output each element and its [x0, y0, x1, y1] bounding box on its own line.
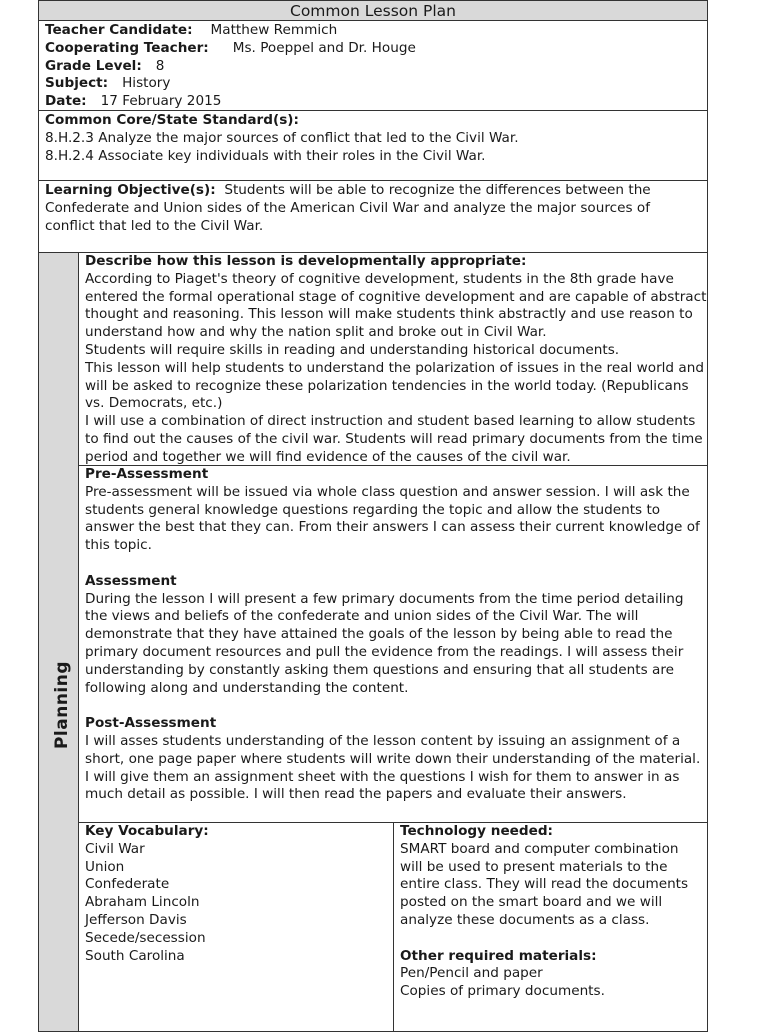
vocabulary-item: Civil War: [85, 840, 145, 857]
standard-item: 8.H.2.3 Analyze the major sources of conflict that led to the Civil War.: [45, 129, 519, 146]
standard-item: 8.H.2.4 Associate key individuals with their roles in the Civil War.: [45, 147, 486, 164]
developmental-paragraph: This lesson will help students to understand the polarization of issues in the real world and will be asked to recognize these polarization tendencies in the world today. (Republicans vs. Democrats, etc.): [85, 359, 704, 412]
objective-text: Students will be able to recognize the differences between the Confederate and Union sides of the American Civil War and analyze the major sources of conflict that led to the Civil War.: [45, 182, 651, 234]
developmental-paragraph: According to Piaget's theory of cognitive development, students in the 8th grade have entered the formal operational stage of cognitive development and are capable of abstract thought and reasoning. This lesson will make students think abstractly and use reason to understand how and why the nation split and broke out in Civil War.: [85, 270, 707, 341]
teacher-candidate-value: Matthew Remmich: [210, 22, 338, 38]
grade-level-value: 8: [155, 57, 165, 74]
header-info: [38, 20, 708, 111]
objective-section: [38, 180, 708, 253]
subject-label: Subject:: [45, 75, 109, 92]
materials-heading: Other required materials:: [400, 947, 597, 964]
vocabulary-item: South Carolina: [85, 947, 185, 964]
planning-sidebar: [38, 252, 79, 1032]
cooperating-teacher-value: Ms. Poeppel and Dr. Houge: [232, 39, 416, 56]
pre-assessment-text: Pre-assessment will be issued via whole class question and answer session. I will ask the students general knowledge questions regarding the topic and allow the students to answer the best that they can. From their answers I can assess their current knowledge of this topic.: [85, 483, 700, 554]
vocabulary-item: Confederate: [85, 876, 170, 893]
vocabulary-section: [78, 822, 394, 1032]
materials-item: Pen/Pencil and paper: [400, 965, 543, 982]
grade-level-label: Grade Level:: [45, 57, 142, 74]
teacher-candidate-row: [45, 22, 707, 40]
technology-heading: Technology needed:: [400, 823, 553, 839]
vocabulary-heading: Key Vocabulary:: [85, 823, 209, 839]
technology-text: SMART board and computer combination will be used to present materials to the entire class. They will read the documents posted on the smart board and we will analyze these documents as a class.: [400, 840, 689, 928]
objective-label: Learning Objective(s):: [45, 182, 216, 198]
technology-section: [393, 822, 708, 1032]
date-label: Date:: [45, 93, 87, 110]
developmental-paragraph: Students will require skills in reading and understanding historical documents.: [85, 341, 620, 358]
cooperating-teacher-row: [45, 40, 707, 58]
materials-item: Copies of primary documents.: [400, 983, 605, 1000]
post-assessment-heading: Post-Assessment: [85, 715, 217, 732]
vocabulary-item: Abraham Lincoln: [85, 894, 200, 911]
date-value: 17 February 2015: [100, 93, 222, 110]
assessment-text: During the lesson I will present a few primary documents from the time period detailing the views and beliefs of the confederate and union sides of the Civil War. The will demonstrate that they have attained the goals of the lesson by being able to read the primary document resources and pull the evidence from the readings. I will assess their understanding by constantly asking them questions and ensuring that all students are following along and understanding the content.: [85, 590, 684, 696]
developmental-paragraph: I will use a combination of direct instruction and student based learning to allow students to find out the causes of the civil war. Students will read primary documents from the time period and together we will find evidence of the causes of the civil war.: [85, 413, 703, 465]
date-row: [45, 93, 707, 111]
standards-section: [38, 110, 708, 181]
post-assessment-text: I will asses students understanding of the lesson content by issuing an assignment of a short, one page paper where students will write down their understanding of the material. I will give them an assignment sheet with the questions I wish for them to answer in as much detail as possible. I will then read the papers and evaluate their answers.: [85, 732, 701, 803]
pre-assessment-heading: Pre-Assessment: [85, 466, 209, 482]
vocabulary-item: Secede/secession: [85, 929, 206, 946]
developmental-heading: Describe how this lesson is developmentally appropriate:: [85, 253, 527, 269]
teacher-candidate-label: Teacher Candidate:: [45, 22, 193, 38]
developmental-section: [78, 252, 708, 466]
subject-row: [45, 75, 707, 93]
vocabulary-item: Jefferson Davis: [85, 911, 187, 928]
document-title: Common Lesson Plan: [38, 0, 708, 21]
standards-label: Common Core/State Standard(s):: [45, 112, 299, 128]
cooperating-teacher-label: Cooperating Teacher:: [45, 39, 209, 56]
planning-label: Planning: [52, 660, 72, 750]
assessment-section: [78, 465, 708, 823]
vocabulary-item: Union: [85, 858, 125, 875]
assessment-heading: Assessment: [85, 572, 177, 589]
grade-level-row: [45, 58, 707, 76]
subject-value: History: [122, 75, 171, 92]
